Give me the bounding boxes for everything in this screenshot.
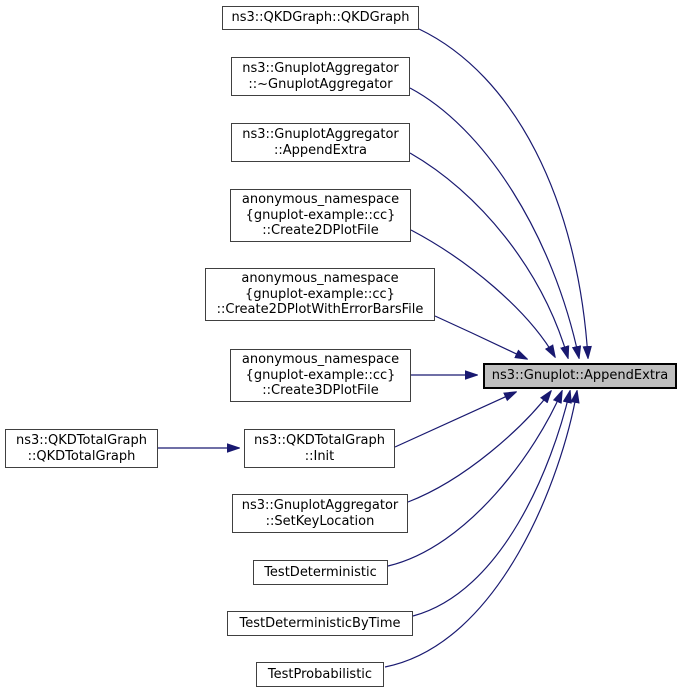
edge-testprobabilistic-to-appendextra: [385, 391, 577, 667]
edge-qkdgraph-to-appendextra: [419, 29, 588, 358]
edge-testdeterministic-to-appendextra: [388, 391, 562, 566]
node-label: anonymous_namespace: [241, 271, 399, 287]
node-testprobabilistic[interactable]: [256, 662, 384, 687]
node-target-gnuplot-appendextra: [483, 363, 677, 389]
node-label: TestDeterministicByTime: [239, 615, 401, 631]
node-label: anonymous_namespace: [241, 352, 400, 368]
node-label: ::Create2DPlotFile: [262, 223, 379, 239]
node-label: ns3::Gnuplot::AppendExtra: [491, 368, 669, 384]
node-label: ::QKDTotalGraph: [27, 448, 136, 464]
node-label: {gnuplot-example::cc}: [245, 207, 396, 223]
node-testdeterministicbytime[interactable]: [227, 611, 413, 636]
node-label: {gnuplot-example::cc}: [245, 286, 395, 302]
node-label: anonymous_namespace: [241, 192, 400, 208]
edge-setkeylocation-to-appendextra: [408, 391, 551, 502]
node-gnuplotaggregator-appendextra[interactable]: [231, 123, 410, 162]
node-label: ::Create3DPlotFile: [262, 383, 379, 399]
node-create3dplotfile[interactable]: [230, 349, 411, 402]
node-label: ns3::GnuplotAggregator: [242, 127, 399, 142]
node-testdeterministic[interactable]: [253, 560, 388, 585]
edge-qkdtotalgraph-init-to-appendextra: [395, 392, 516, 447]
node-label: TestDeterministic: [264, 564, 377, 580]
node-qkdtotalgraph-init[interactable]: [244, 429, 395, 468]
edge-create2dplotwitherrorbarsfile-to-appendextra: [435, 316, 527, 359]
node-label: ns3::GnuplotAggregator: [241, 498, 399, 513]
node-gnuplotaggregator-dtor[interactable]: [231, 57, 410, 96]
node-qkdtotalgraph-ctor[interactable]: [5, 429, 158, 468]
node-label: ::SetKeyLocation: [265, 513, 375, 529]
node-label: ::Create2DPlotWithErrorBarsFile: [216, 302, 424, 318]
node-label: ns3::GnuplotAggregator: [242, 61, 399, 76]
node-qkdgraph-qkdgraph[interactable]: [222, 6, 419, 30]
node-setkeylocation[interactable]: [232, 494, 408, 533]
edge-testdeterministicbytime-to-appendextra: [413, 391, 570, 616]
node-label: ns3::QKDTotalGraph: [253, 433, 386, 448]
edge-gnuplotaggregator-appendextra-to-appendextra: [410, 153, 568, 358]
node-label: {gnuplot-example::cc}: [245, 367, 396, 383]
node-create2dplotwitherrorbarsfile[interactable]: [205, 268, 435, 321]
node-create2dplotfile[interactable]: [230, 189, 411, 242]
node-label: TestProbabilistic: [267, 666, 373, 682]
node-label: ns3::QKDGraph::QKDGraph: [231, 10, 410, 26]
node-label: ::AppendExtra: [274, 142, 367, 158]
node-label: ns3::QKDTotalGraph: [15, 433, 148, 448]
node-label: ::Init: [304, 448, 335, 464]
node-label: ::~GnuplotAggregator: [248, 76, 393, 92]
